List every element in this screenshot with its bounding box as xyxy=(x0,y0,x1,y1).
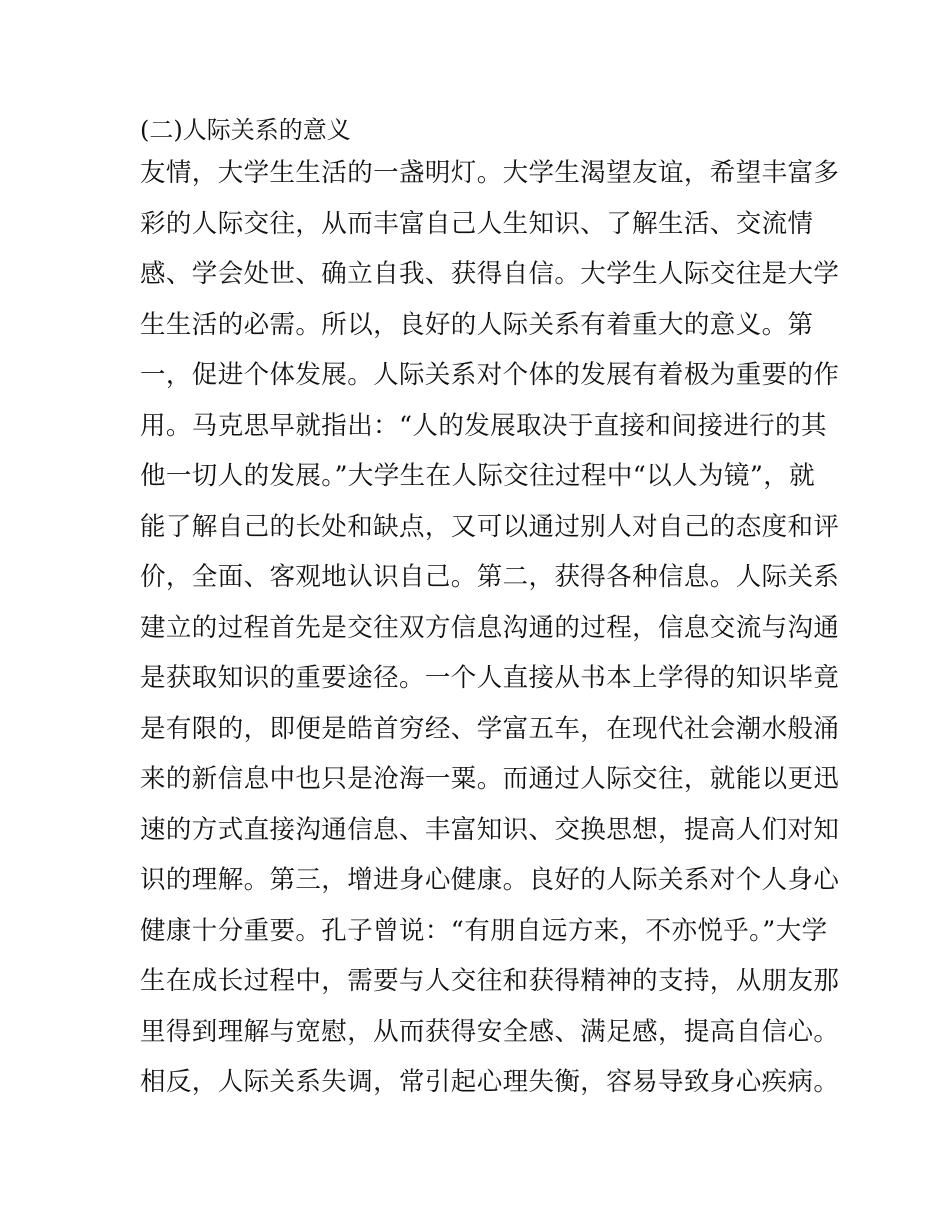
paragraph-line-19: 相反，人际关系失调，常引起心理失衡，容易导致身心疾病。 xyxy=(140,1067,840,1097)
paragraph-line-7: 他一切人的发展。”大学生在人际交往过程中“以人为镜”，就 xyxy=(140,461,816,491)
paragraph-line-3: 感、学会处世、确立自我、获得自信。大学生人际交往是大学 xyxy=(140,259,840,289)
paragraph-line-15: 识的理解。第三，增进身心健康。良好的人际关系对个人身心 xyxy=(140,865,840,895)
paragraph-line-18: 里得到理解与宽慰，从而获得安全感、满足感，提高自信心。 xyxy=(140,1016,840,1047)
paragraph-line-10: 建立的过程首先是交往双方信息沟通的过程，信息交流与沟通 xyxy=(140,612,840,643)
paragraph-line-8: 能了解自己的长处和缺点，又可以通过别人对自己的态度和评 xyxy=(140,511,840,542)
paragraph-line-5: 一，促进个体发展。人际关系对个体的发展有着极为重要的作 xyxy=(140,360,840,390)
section-heading: (二)人际关系的意义 xyxy=(140,116,351,144)
paragraph-line-1: 友情，大学生生活的一盏明灯。大学生渴望友谊，希望丰富多 xyxy=(140,158,840,188)
paragraph-line-17: 生在成长过程中，需要与人交往和获得精神的支持，从朋友那 xyxy=(140,966,840,996)
paragraph-line-12: 是有限的，即便是皓首穷经、学富五车，在现代社会潮水般涌 xyxy=(140,713,840,744)
paragraph-line-13: 来的新信息中也只是沧海一粟。而通过人际交往，就能以更迅 xyxy=(140,764,840,794)
paragraph-line-4: 生生活的必需。所以，良好的人际关系有着重大的意义。第 xyxy=(140,309,814,340)
paragraph-line-14: 速的方式直接沟通信息、丰富知识、交换思想，提高人们对知 xyxy=(140,814,840,845)
paragraph-line-16: 健康十分重要。孔子曾说：“有朋自远方来，不亦悦乎。”大学 xyxy=(140,915,828,946)
paragraph-line-6: 用。马克思早就指出：“人的发展取决于直接和间接进行的其 xyxy=(140,410,827,441)
paragraph-line-2: 彩的人际交往，从而丰富自己人生知识、了解生活、交流情 xyxy=(140,208,814,239)
paragraph-line-11: 是获取知识的重要途径。一个人直接从书本上学得的知识毕竟 xyxy=(140,663,840,693)
document-body xyxy=(140,112,840,1108)
paragraph-line-9: 价，全面、客观地认识自己。第二，获得各种信息。人际关系 xyxy=(140,562,840,592)
